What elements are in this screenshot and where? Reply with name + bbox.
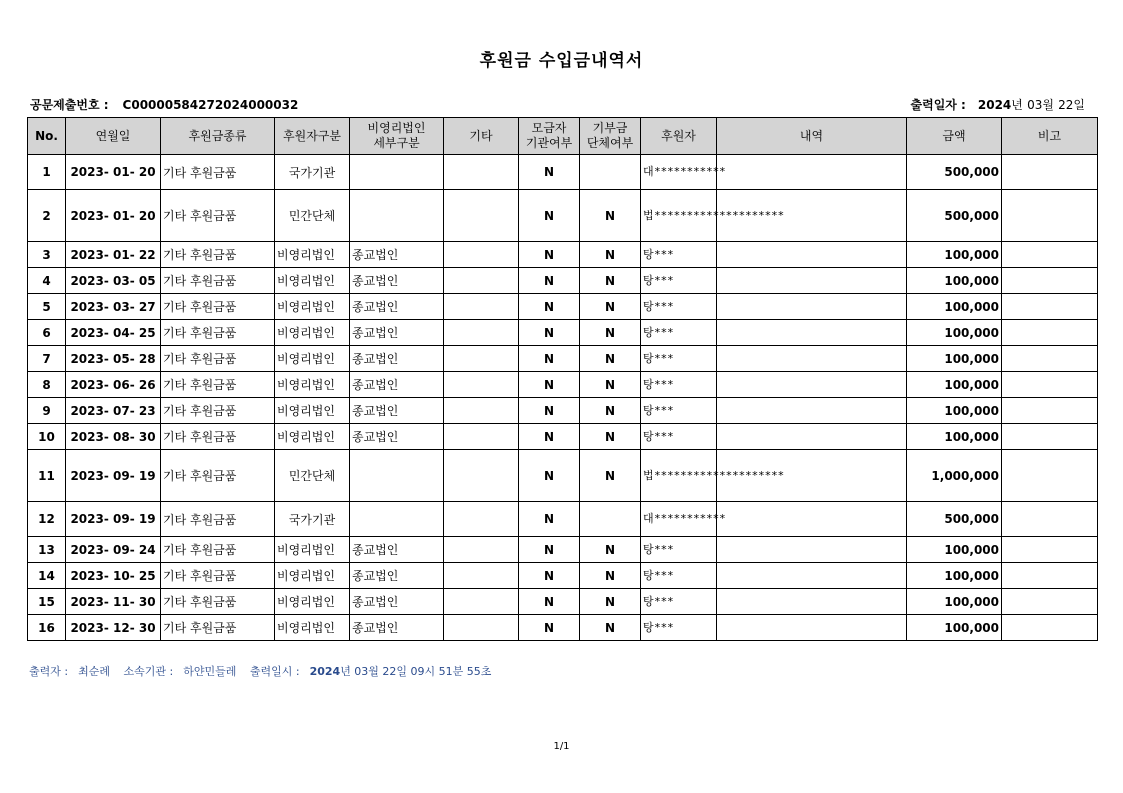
doc-number [30, 96, 298, 113]
cell-group: N [580, 320, 641, 346]
cell-no: 12 [28, 502, 66, 537]
cell-date: 2023- 09- 24 [66, 537, 161, 563]
col-detail: 내역 [717, 118, 907, 155]
cell-no: 2 [28, 190, 66, 242]
cell-npo: 종교법인 [350, 372, 444, 398]
cell-npo [350, 450, 444, 502]
table-row [28, 563, 1098, 589]
col-group: 기부금 단체여부 [580, 118, 641, 155]
cell-npo [350, 502, 444, 537]
cell-note [1002, 450, 1098, 502]
cell-fund: N [519, 372, 580, 398]
cell-no: 7 [28, 346, 66, 372]
cell-fund: N [519, 190, 580, 242]
cell-fund: N [519, 346, 580, 372]
cell-amount: 100,000 [907, 372, 1002, 398]
cell-donor: 탕*** [641, 320, 717, 346]
cell-npo: 종교법인 [350, 537, 444, 563]
cell-fund: N [519, 563, 580, 589]
printed-at-label: 출력일시 : [249, 665, 300, 678]
page-number: 1/1 [553, 741, 570, 752]
cell-fund: N [519, 450, 580, 502]
cell-donor: 탕*** [641, 268, 717, 294]
cell-fund: N [519, 589, 580, 615]
cell-no: 3 [28, 242, 66, 268]
cell-no: 4 [28, 268, 66, 294]
cell-donor: 탕*** [641, 398, 717, 424]
cell-etc [444, 450, 519, 502]
cell-group: N [580, 346, 641, 372]
cell-detail [717, 589, 907, 615]
cell-note [1002, 615, 1098, 641]
cell-donor-type: 비영리법인 [275, 424, 350, 450]
table-row [28, 398, 1098, 424]
table-row [28, 320, 1098, 346]
cell-fund: N [519, 155, 580, 190]
cell-donor: 탕*** [641, 372, 717, 398]
cell-group: N [580, 268, 641, 294]
cell-fund: N [519, 268, 580, 294]
cell-amount: 100,000 [907, 398, 1002, 424]
cell-donor-type: 비영리법인 [275, 537, 350, 563]
cell-donor-type: 비영리법인 [275, 294, 350, 320]
cell-type: 기타 후원금품 [161, 242, 275, 268]
cell-detail [717, 372, 907, 398]
cell-date: 2023- 05- 28 [66, 346, 161, 372]
col-amount: 금액 [907, 118, 1002, 155]
cell-detail [717, 320, 907, 346]
cell-no: 14 [28, 563, 66, 589]
cell-npo: 종교법인 [350, 424, 444, 450]
cell-donor: 법******************** [641, 190, 717, 242]
cell-no: 15 [28, 589, 66, 615]
col-donor: 후원자 [641, 118, 717, 155]
table-row [28, 537, 1098, 563]
cell-note [1002, 294, 1098, 320]
cell-detail [717, 268, 907, 294]
cell-type: 기타 후원금품 [161, 615, 275, 641]
cell-donor: 법******************** [641, 450, 717, 502]
cell-type: 기타 후원금품 [161, 563, 275, 589]
cell-donor-type: 비영리법인 [275, 346, 350, 372]
printer-label: 출력자 : [29, 665, 69, 678]
doc-number-label: 공문제출번호 : [30, 98, 109, 112]
cell-group: N [580, 294, 641, 320]
cell-group [580, 502, 641, 537]
cell-donor-type: 비영리법인 [275, 320, 350, 346]
cell-fund: N [519, 320, 580, 346]
cell-donor: 대*********** [641, 155, 717, 190]
cell-type: 기타 후원금품 [161, 450, 275, 502]
cell-group [580, 155, 641, 190]
cell-group: N [580, 615, 641, 641]
cell-etc [444, 537, 519, 563]
cell-etc [444, 502, 519, 537]
cell-amount: 100,000 [907, 346, 1002, 372]
cell-note [1002, 424, 1098, 450]
cell-amount: 100,000 [907, 615, 1002, 641]
cell-detail [717, 537, 907, 563]
cell-etc [444, 294, 519, 320]
cell-npo: 종교법인 [350, 615, 444, 641]
cell-note [1002, 346, 1098, 372]
cell-donor-type: 비영리법인 [275, 615, 350, 641]
printed-at-value: 2024년 03월 22일 09시 51분 55초 [309, 665, 492, 678]
cell-no: 10 [28, 424, 66, 450]
cell-detail [717, 563, 907, 589]
cell-amount: 500,000 [907, 155, 1002, 190]
cell-amount: 1,000,000 [907, 450, 1002, 502]
cell-no: 13 [28, 537, 66, 563]
cell-etc [444, 398, 519, 424]
print-date-value: 2024년 03월 22일 [977, 98, 1085, 112]
cell-fund: N [519, 242, 580, 268]
cell-donor-type: 비영리법인 [275, 563, 350, 589]
cell-type: 기타 후원금품 [161, 537, 275, 563]
cell-amount: 100,000 [907, 294, 1002, 320]
cell-etc [444, 346, 519, 372]
col-date: 연월일 [66, 118, 161, 155]
cell-no: 9 [28, 398, 66, 424]
table-row [28, 268, 1098, 294]
cell-npo [350, 155, 444, 190]
table-row [28, 346, 1098, 372]
cell-type: 기타 후원금품 [161, 320, 275, 346]
cell-donor: 탕*** [641, 589, 717, 615]
cell-type: 기타 후원금품 [161, 346, 275, 372]
cell-npo: 종교법인 [350, 294, 444, 320]
cell-detail [717, 346, 907, 372]
cell-date: 2023- 01- 20 [66, 190, 161, 242]
cell-donor-type: 민간단체 [275, 190, 350, 242]
cell-no: 8 [28, 372, 66, 398]
cell-fund: N [519, 424, 580, 450]
col-no: No. [28, 118, 66, 155]
doc-number-value: C00000584272024000032 [122, 98, 299, 112]
cell-type: 기타 후원금품 [161, 294, 275, 320]
cell-note [1002, 190, 1098, 242]
cell-type: 기타 후원금품 [161, 398, 275, 424]
cell-donor: 탕*** [641, 537, 717, 563]
cell-npo: 종교법인 [350, 268, 444, 294]
table-row [28, 372, 1098, 398]
cell-fund: N [519, 294, 580, 320]
donation-table [27, 117, 1098, 641]
cell-donor: 탕*** [641, 346, 717, 372]
cell-date: 2023- 01- 20 [66, 155, 161, 190]
print-date [911, 96, 1085, 113]
cell-etc [444, 589, 519, 615]
cell-donor: 대*********** [641, 502, 717, 537]
cell-note [1002, 268, 1098, 294]
cell-date: 2023- 10- 25 [66, 563, 161, 589]
cell-donor: 탕*** [641, 563, 717, 589]
cell-donor-type: 비영리법인 [275, 242, 350, 268]
cell-group: N [580, 537, 641, 563]
cell-donor-type: 비영리법인 [275, 372, 350, 398]
org-name: 하얀민들레 [183, 665, 237, 678]
print-date-label: 출력일자 : [910, 98, 966, 112]
cell-detail [717, 242, 907, 268]
cell-note [1002, 242, 1098, 268]
cell-donor-type: 국가기관 [275, 155, 350, 190]
cell-type: 기타 후원금품 [161, 589, 275, 615]
cell-note [1002, 502, 1098, 537]
cell-note [1002, 372, 1098, 398]
cell-date: 2023- 09- 19 [66, 502, 161, 537]
cell-donor: 탕*** [641, 615, 717, 641]
cell-date: 2023- 12- 30 [66, 615, 161, 641]
print-footer [29, 663, 503, 679]
col-npo: 비영리법인 세부구분 [350, 118, 444, 155]
cell-donor: 탕*** [641, 294, 717, 320]
cell-fund: N [519, 502, 580, 537]
cell-amount: 100,000 [907, 424, 1002, 450]
cell-date: 2023- 06- 26 [66, 372, 161, 398]
col-type: 후원금종류 [161, 118, 275, 155]
cell-donor: 탕*** [641, 424, 717, 450]
cell-note [1002, 155, 1098, 190]
cell-fund: N [519, 537, 580, 563]
cell-fund: N [519, 398, 580, 424]
cell-note [1002, 320, 1098, 346]
document-title: 후원금 수입금내역서 [479, 51, 644, 71]
cell-type: 기타 후원금품 [161, 190, 275, 242]
cell-no: 16 [28, 615, 66, 641]
table-row [28, 242, 1098, 268]
cell-etc [444, 615, 519, 641]
cell-etc [444, 563, 519, 589]
cell-donor-type: 국가기관 [275, 502, 350, 537]
cell-npo: 종교법인 [350, 563, 444, 589]
table-row [28, 589, 1098, 615]
cell-date: 2023- 04- 25 [66, 320, 161, 346]
cell-detail [717, 294, 907, 320]
cell-note [1002, 537, 1098, 563]
cell-fund: N [519, 615, 580, 641]
cell-amount: 100,000 [907, 242, 1002, 268]
cell-note [1002, 563, 1098, 589]
cell-etc [444, 320, 519, 346]
cell-etc [444, 155, 519, 190]
cell-donor-type: 비영리법인 [275, 268, 350, 294]
col-etc: 기타 [444, 118, 519, 155]
cell-amount: 100,000 [907, 537, 1002, 563]
cell-detail [717, 155, 907, 190]
cell-npo: 종교법인 [350, 320, 444, 346]
col-note: 비고 [1002, 118, 1098, 155]
cell-etc [444, 268, 519, 294]
cell-no: 6 [28, 320, 66, 346]
table-row [28, 615, 1098, 641]
cell-amount: 500,000 [907, 502, 1002, 537]
cell-amount: 100,000 [907, 320, 1002, 346]
cell-date: 2023- 03- 05 [66, 268, 161, 294]
table-row [28, 450, 1098, 502]
cell-note [1002, 398, 1098, 424]
cell-date: 2023- 08- 30 [66, 424, 161, 450]
cell-type: 기타 후원금품 [161, 372, 275, 398]
cell-npo: 종교법인 [350, 398, 444, 424]
cell-type: 기타 후원금품 [161, 155, 275, 190]
cell-amount: 100,000 [907, 589, 1002, 615]
cell-group: N [580, 190, 641, 242]
cell-date: 2023- 09- 19 [66, 450, 161, 502]
cell-detail [717, 398, 907, 424]
table-header-row [28, 118, 1098, 155]
cell-npo: 종교법인 [350, 589, 444, 615]
org-label: 소속기관 : [123, 665, 174, 678]
table-row [28, 424, 1098, 450]
cell-group: N [580, 424, 641, 450]
cell-etc [444, 242, 519, 268]
cell-etc [444, 372, 519, 398]
col-fund: 모금자 기관여부 [519, 118, 580, 155]
cell-donor-type: 비영리법인 [275, 589, 350, 615]
cell-npo: 종교법인 [350, 346, 444, 372]
cell-amount: 500,000 [907, 190, 1002, 242]
cell-no: 5 [28, 294, 66, 320]
cell-group: N [580, 450, 641, 502]
cell-group: N [580, 398, 641, 424]
cell-donor: 탕*** [641, 242, 717, 268]
cell-date: 2023- 11- 30 [66, 589, 161, 615]
cell-amount: 100,000 [907, 563, 1002, 589]
cell-no: 11 [28, 450, 66, 502]
cell-donor-type: 민간단체 [275, 450, 350, 502]
cell-note [1002, 589, 1098, 615]
table-row [28, 294, 1098, 320]
cell-amount: 100,000 [907, 268, 1002, 294]
cell-group: N [580, 372, 641, 398]
table-row [28, 155, 1098, 190]
cell-date: 2023- 03- 27 [66, 294, 161, 320]
cell-date: 2023- 01- 22 [66, 242, 161, 268]
cell-group: N [580, 589, 641, 615]
cell-detail [717, 615, 907, 641]
cell-type: 기타 후원금품 [161, 502, 275, 537]
col-donor-type: 후원자구분 [275, 118, 350, 155]
cell-type: 기타 후원금품 [161, 424, 275, 450]
table-row [28, 502, 1098, 537]
cell-type: 기타 후원금품 [161, 268, 275, 294]
cell-date: 2023- 07- 23 [66, 398, 161, 424]
cell-npo: 종교법인 [350, 242, 444, 268]
cell-group: N [580, 242, 641, 268]
cell-group: N [580, 563, 641, 589]
cell-donor-type: 비영리법인 [275, 398, 350, 424]
cell-npo [350, 190, 444, 242]
cell-detail [717, 424, 907, 450]
cell-detail [717, 502, 907, 537]
printer-name: 최순례 [78, 665, 110, 678]
cell-no: 1 [28, 155, 66, 190]
table-row [28, 190, 1098, 242]
cell-etc [444, 190, 519, 242]
cell-etc [444, 424, 519, 450]
